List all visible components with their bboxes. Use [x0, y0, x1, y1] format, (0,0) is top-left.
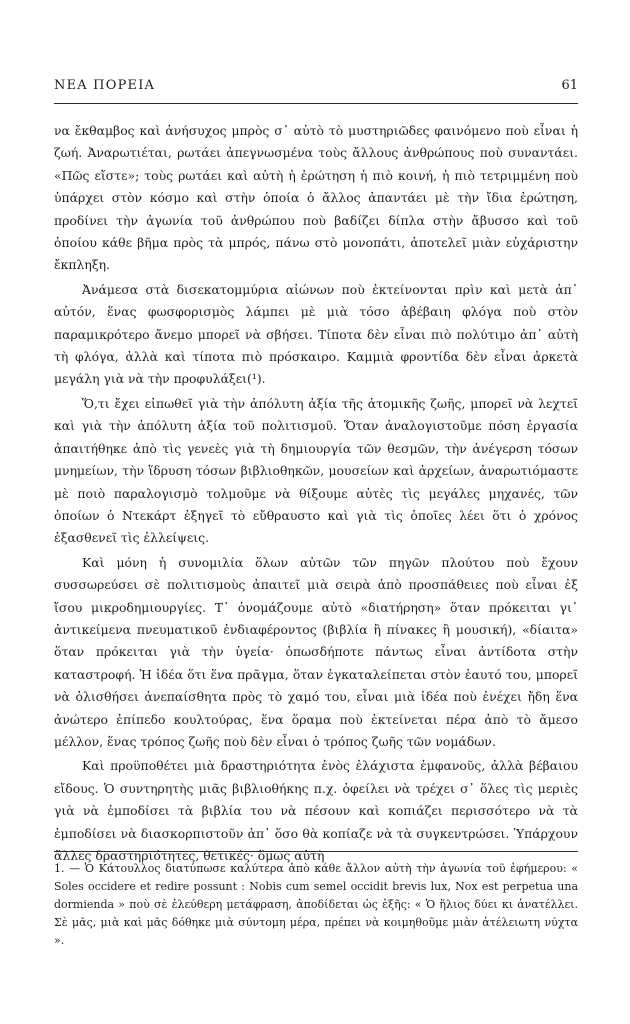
paragraph-1: να ἔκθαμβος καὶ ἀνήσυχος μπρὸς σ᾿ αὐτὸ τὸ μυστηριῶδες φαινόμενο ποὺ εἶναι ἡ ζωή. Ἀναρωτιέται, ρωτάει ἀπεγνωσμένα τοὺς ἄλλους ἀνθρώπους ποὺ συναντάει. «Πῶς εἴστε»; τοὺς ρωτάει καὶ αὐτὴ ἡ ἐρώτηση ἡ πιὸ κοινή, ἡ πιὸ τετριμμένη ποὺ ὑπάρχει στὸν κόσμο καὶ στὴν ὁποία ὁ ἄλλος ἀπαντάει μὲ τὴν ἴδια ἐρώτηση, προδίνει τὴν ἀγωνία τοῦ ἀνθρώπου ποὺ βαδίζει δίπλα στὴν ἄβυσσο καὶ τοῦ ὁποίου κάθε βῆμα πρὸς τὰ μπρός, πάνω στὸ μονοπάτι, ἀποτελεῖ μιὰν εὐχάριστην ἔκπληξη.	[54, 123, 578, 273]
footnote-rule	[54, 851, 578, 852]
running-title: ΝΕΑ ΠΟΡΕΙΑ	[54, 78, 156, 93]
paragraph-5: Καὶ προϋποθέτει μιὰ δραστηριότητα ἑνὸς ἐλάχιστα ἐμφανοῦς, ἀλλὰ βέβαιου εἴδους. Ὁ συντηρητὴς μιᾶς βιβλιοθήκης π.χ. ὀφείλει νὰ τρέχει σ᾿ ὅλες τὶς μεριὲς γιὰ νὰ ἐμποδίσει τὰ βιβλία του νὰ πέσουν καὶ κοπιάζει περισσότερο νὰ τὰ ἐμποδίσει νὰ διασκορπιστοῦν ἀπ᾿ ὅσο θὰ κοπίαζε νὰ τὰ συγκεντρώσει. Ὑπάρχουν ἄλλες δραστηριότητες, θετικές· ὅμως αὐτὴ	[54, 758, 578, 863]
paragraph-4: Καὶ μόνη ἡ συνομιλία ὅλων αὐτῶν τῶν πηγῶν πλούτου ποὺ ἔχουν συσσωρεύσει σὲ πολιτισμοὺς ἀπαιτεῖ μιὰ σειρὰ ἀπὸ προσπάθειες ποὺ εἶναι ἐξ ἴσου μικροδημιουργίες. Τ᾿ ὀνομάζουμε αὐτὸ «διατήρηση» ὅταν πρόκειται γι᾿ ἀντικείμενα πνευματικοῦ ἐνδιαφέροντος (βιβλία ἢ πίνακες ἢ μουσική), «δίαιτα» ὅταν πρόκειται γιὰ τὴν ὑγεία· ὁπωσδήποτε πάντως εἶναι ἀντίδοτα στὴν καταστροφή. Ἡ ἰδέα ὅτι ἕνα πρᾶγμα, ὅταν ἐγκαταλείπεται στὸν ἑαυτό του, μπορεῖ νὰ ὀλισθήσει ἀνεπαίσθητα πρὸς τὸ χαμό του, εἶναι μιὰ ἰδέα ποὺ ἐνέχει ἤδη ἕνα ἀνώτερο ἐπίπεδο κουλτούρας, ἕνα ὅραμα ποὺ ἐκτείνεται πέρα ἀπὸ τὸ ἄμεσο μέλλον, ἕνας τρόπος ζωῆς ποὺ δὲν εἶναι ὁ τρόπος ζωῆς τῶν νομάδων.	[54, 554, 578, 749]
paragraph-3: Ὅ,τι ἔχει εἰπωθεῖ γιὰ τὴν ἀπόλυτη ἀξία τῆς ἀτομικῆς ζωῆς, μπορεῖ νὰ λεχτεῖ καὶ γιὰ τὴν ἀπόλυτη ἀξία τοῦ πολιτισμοῦ. Ὅταν ἀναλογιστοῦμε πόση ἐργασία ἀπαιτήθηκε ἀπὸ τὶς γενεὲς γιὰ τὴ δημιουργία τῶν θεσμῶν, τὴν ἀνέγερση τόσων μνημείων, τὴν ἵδρυση τόσων βιβλιοθηκῶν, μουσείων καὶ ἀρχείων, ἀναρωτιόμαστε μὲ ποιὸ παραλογισμὸ τολμοῦμε νὰ θίξουμε αὐτὲς τὶς μεγάλες μηχανές, τῶν ὁποίων ὁ Ντεκάρτ ἐξηγεῖ τὸ εὔθραυστο καὶ γιὰ τὶς ὁποῖες λέει ὅτι ὁ χρόνος ἐξασθενεῖ τὶς ἐλλείψεις.	[54, 395, 578, 546]
page-header	[54, 78, 578, 98]
page-number: 61	[561, 78, 578, 93]
footnote: 1. — Ὁ Κάτουλλος διατύπωσε καλύτερα ἀπὸ κάθε ἄλλον αὐτὴ τὴν ἀγωνία τοῦ ἐφήμερου: « Soles occidere et redire possunt : Nobis cum semel occidit brevis lux, Nox est perpetua una dormienda » ποὺ σὲ ἐλεύθερη μετάφραση, ἀποδίδεται ὡς ἑξῆς: « Ὁ ἥλιος δύει κι ἀνατέλλει. Σὲ μᾶς, μιὰ καὶ μᾶς δόθηκε μιὰ σύντομη μέρα, πρέπει νὰ κοιμηθοῦμε μιὰν ἀτέλειωτη νύχτα ».	[54, 862, 578, 947]
header-rule	[54, 103, 578, 104]
body-text	[54, 120, 578, 867]
paragraph-2: Ἀνάμεσα στὰ δισεκατομμύρια αἰώνων ποὺ ἐκτείνονται πρὶν καὶ μετὰ ἀπ᾿ αὐτόν, ἕνας φωσφορισμὸς λάμπει μὲ μιὰ τόσο ἀβέβαιη φλόγα ποὺ στὸν παραμικρότερο ἄνεμο μπορεῖ νὰ σβήσει. Τίποτα δὲν εἶναι πιὸ πολύτιμο ἀπ᾿ αὐτὴ τὴ φλόγα, ἀλλὰ καὶ τίποτα πιὸ πρόσκαιρο. Καμμιὰ φροντίδα δὲν εἶναι ἀρκετὰ μεγάλη γιὰ νὰ τὴν προφυλάξει(¹).	[54, 281, 578, 387]
